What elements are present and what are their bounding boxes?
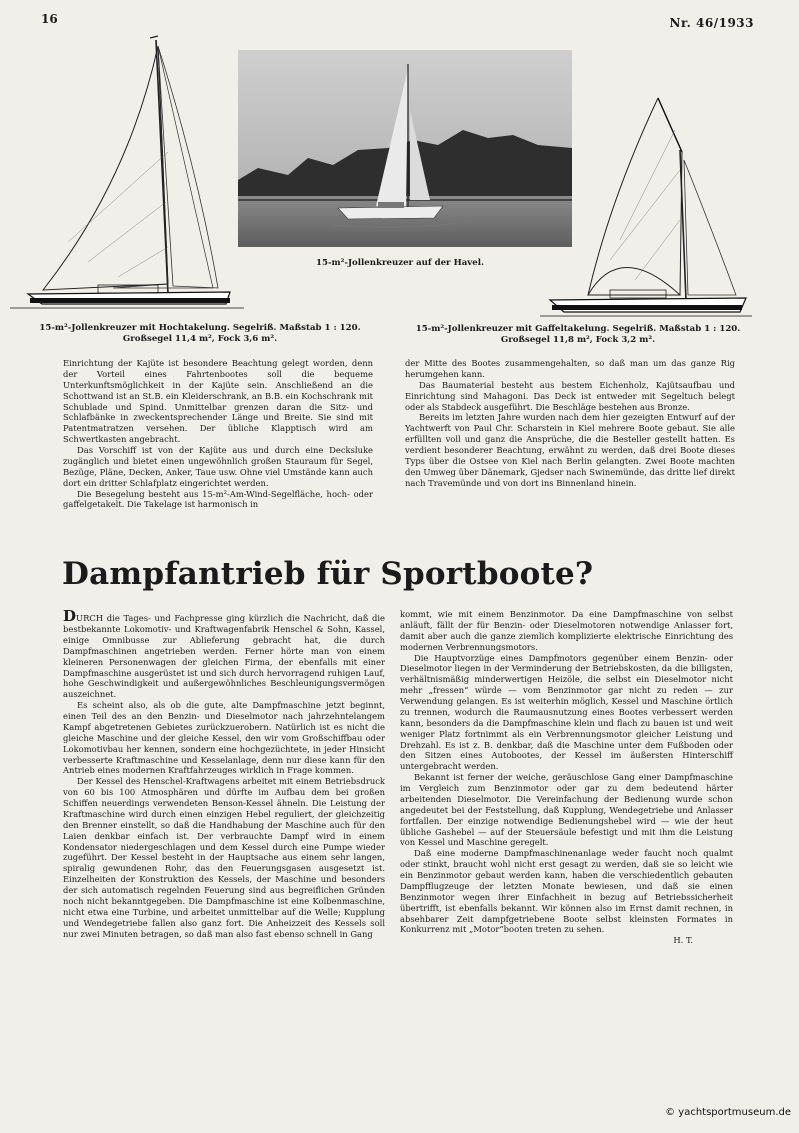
left-caption-line-2: Großsegel 11,4 m², Fock 3,6 m². <box>122 333 278 344</box>
sail-plan-gaff-rig-drawing <box>540 90 752 322</box>
paragraph: Die Besegelung besteht aus 15-m²-Am-Wind-Segelfläche, hoch- oder gaffelgetakelt. Die Takelage ist harmonisch in <box>63 488 373 510</box>
paragraph: Bekannt ist ferner der weiche, geräuschlose Gang einer Dampfmaschine im Vergleich zum Benzinmotor oder gar zu dem bedeutend härter arbeitenden Dieselmotor. Die Vereinfachung der Bedienung wurde schon angedeutet bei der Feststellung, daß Kupplung, Wendegetriebe und Anlasser fortfallen. Der einzige notwendige Bedienungshebel wird — wie der heut übliche Gashebel — auf der Steuersäule befestigt und mit ihm die Leistung von Kessel und Maschine geregelt. <box>400 772 733 848</box>
watermark: © yachtsportmuseum.de <box>665 1107 791 1118</box>
photo-caption: 15-m²-Jollenkreuzer auf der Havel. <box>316 258 484 268</box>
left-drawing-caption <box>20 323 380 344</box>
photo-jollenkreuzer-havel <box>238 50 572 247</box>
sail-plan-high-rig-drawing <box>8 32 248 316</box>
first-paragraph-text: URCH die Tages- und Fachpresse ging kürzlich die Nachricht, daß die bestbekannte Lokomotiv- und Kraftwagenfabrik Henschel & Sohn, Kassel, einige Omnibusse zur Ablieferung gebracht hat, die durch Dampfmaschinen angetrieben werden. Ferner hörte man von einem kleineren Personenwagen der gleichen Firma, der ebenfalls mit einer Dampfmaschine ausgerüstet ist und sich durch hervorragend ruhigen Lauf, hohe Geschwindigkeit und außergewöhnliches Beschleunigungsvermögen auszeichnet. <box>63 613 385 700</box>
paragraph: Bereits im letzten Jahre wurden nach dem hier gezeigten Entwurf auf der Yachtwerft von Paul Chr. Scharstein in Kiel mehrere Boote gebaut. Sie alle erfüllten voll und ganz die Ansprüche, die die Besteller gestellt hatten. Es verdient besonderer Beachtung, erwähnt zu werden, daß drei Boote dieses Typs über die Ostsee von Kiel nach Berlin gelangten. Zwei Boote machten den Umweg über Dänemark, Gjedser nach Swinemünde, das dritte lief direkt nach Travemünde und von dort ins Binnenland hinein. <box>405 412 735 488</box>
paragraph: Einrichtung der Kajüte ist besondere Beachtung gelegt worden, denn der Vorteil eines Fahrtenbootes soll die bequeme Unterkunftsmöglichkeit in der Kajüte sein. Anschließend an die Schottwand ist an St.B. ein Kleiderschrank, an B.B. ein Kochschrank mit Schublade und Spind. Unmittelbar grenzen daran die Sitz- und Schlafbänke in zweckentsprechender Länge und Breite. Sie sind mit Patentmatratzen versehen. Der übliche Klapptisch wird am Schwertkasten angebracht. <box>63 358 373 445</box>
paragraph: Der Kessel des Henschel-Kraftwagens arbeitet mit einem Betriebsdruck von 60 bis 100 Atmosphären und dürfte im Aufbau dem bei großen Schiffen neuerdings verwendeten Benson-Kessel ähneln. Die Leistung der Kraftmaschine wird durch einen einzigen Hebel reguliert, der gleichzeitig den Brenner einstellt, so daß die Handhabung der Maschine auch für den Laien denkbar einfach ist. Der verbrauchte Dampf wird in einem Kondensator niedergeschlagen und dem Kessel durch eine Pumpe wieder zugeführt. Der Kessel besteht in der Hauptsache aus einem sehr langen, spiralig gewundenen Rohr, das den Feuerungsgasen ausgesetzt ist. Einzelheiten der Konstruktion des Kessels, der Maschine und besonders der sich automatisch regelnden Feuerung sind aus begreiflichen Gründen noch nicht bekanntgegeben. Die Dampfmaschine ist eine Kolbenmaschine, nicht etwa eine Turbine, und arbeitet unmittelbar auf die Welle; Kupplung und Wendegetriebe fallen also ganz fort. Die Anheizzeit des Kessels soll nur zwei Minuten betragen, so daß man also fast ebenso schnell in Gang <box>63 776 385 939</box>
dropcap: D <box>63 607 77 625</box>
paragraph: Das Vorschiff ist von der Kajüte aus und durch eine Deckslukе zugänglich und bietet einen ungewöhnlich großen Stauraum für Segel, Bezüge, Pläne, Decken, Anker, Taue usw. Ohne viel Umstände kann auch dort ein dritter Schlafplatz eingerichtet werden. <box>63 445 373 488</box>
paragraph: Daß eine moderne Dampfmaschinenanlage weder faucht noch qualmt oder stinkt, braucht wohl nicht erst gesagt zu werden, daß sie so leicht wie ein Benzinmotor gebaut werden kann, haben die verschiedentlich gebauten Dampfflugzeuge der letzten Monate bewiesen, und daß sie einen Benzinmotor wegen ihrer Einfachheit in bezug auf Betriebssicherheit übertrifft, ist ebenfalls bekannt. Wir können also im Ernst damit rechnen, in absehbarer Zeit dampfgetriebene Boote selbst kleinsten Formates in Konkurrenz mit „Motor“booten treten zu sehen. <box>400 848 733 935</box>
paragraph: Das Baumaterial besteht aus bestem Eichenholz, Kajütsaufbau und Einrichtung sind Mahagoni. Das Deck ist entweder mit Segeltuch belegt oder als Stabdeck ausgeführt. Die Beschläge bestehen aus Bronze. <box>405 379 735 412</box>
article-headline: Dampfantrieb für Sportboote? <box>62 556 594 592</box>
paragraph: der Mitte des Bootes zusammengehalten, so daß man um das ganze Rig herumgehen kann. <box>405 358 735 379</box>
paragraph: kommt, wie mit einem Benzinmotor. Da eine Dampfmaschine von selbst anläuft, fällt der für Benzin- oder Dieselmotoren notwendige Anlasser fort, damit aber auch die ganze ziemlich komplizierte elektrische Einrichtung des modernen Verbrennungsmotors. <box>400 609 733 652</box>
right-drawing-caption <box>398 324 758 345</box>
paragraph: Es scheint also, als ob die gute, alte Dampfmaschine jetzt beginnt, einen Teil des an den Benzin- und Dieselmotor nach jahrzehntelangem Kampf abgetretenen Gebietes zurückzuerobern. Natürlich ist es nicht die gleiche Maschine und der gleiche Kessel, den wir vom Großschiffbau oder Lokomotivbau her kennen, sondern eine hochgezüchtete, in jeder Hinsicht verbesserte Kraftmaschine und Kesselanlage, denn nur diese kann für den Antrieb eines modernen Kraftfahrzeuges wirklich in Frage kommen. <box>63 700 385 776</box>
right-caption-line-2: Großsegel 11,8 m², Fock 3,2 m². <box>500 334 656 345</box>
upper-article-column-2 <box>405 358 735 489</box>
article-column-2 <box>400 609 733 946</box>
paragraph: Die Hauptvorzüge eines Dampfmotors gegenüber einem Benzin- oder Dieselmotor liegen in der Verminderung der Betriebskosten, da die billigsten, verhältnismäßig minderwertigen Heizöle, die selbst ein Dieselmotor nicht mehr „fressen“ würde — vom Benzinmotor gar nicht zu reden — zur Verwendung gelangen. Es ist weiterhin möglich, Kessel und Maschine örtlich zu trennen, wodurch die Raumausnutzung eines Bootes verbessert werden kann, besonders da die Dampfmaschine klein und flach zu bauen ist und weit weniger Platz fortnimmt als ein Verbrennungsmotor gleicher Leistung und Drehzahl. Es ist z. B. denkbar, daß die Maschine unter dem Fußboden oder den Sitzen eines Autobootes, der Kessel im äußersten Hinterschiff untergebracht werden. <box>400 652 733 772</box>
page-number: 16 <box>41 12 58 26</box>
left-caption-line-1: 15-m²-Jollenkreuzer mit Hochtakelung. Segelriß. Maßstab 1 : 120. <box>39 323 361 333</box>
upper-article-column-1 <box>63 358 373 510</box>
first-paragraph <box>63 609 385 700</box>
issue-number: Nr. 46/1933 <box>669 16 754 30</box>
author-initials: H. T. <box>673 935 693 946</box>
article-column-1 <box>63 609 385 939</box>
right-caption-line-1: 15-m²-Jollenkreuzer mit Gaffeltakelung. Segelriß. Maßstab 1 : 120. <box>415 324 741 334</box>
